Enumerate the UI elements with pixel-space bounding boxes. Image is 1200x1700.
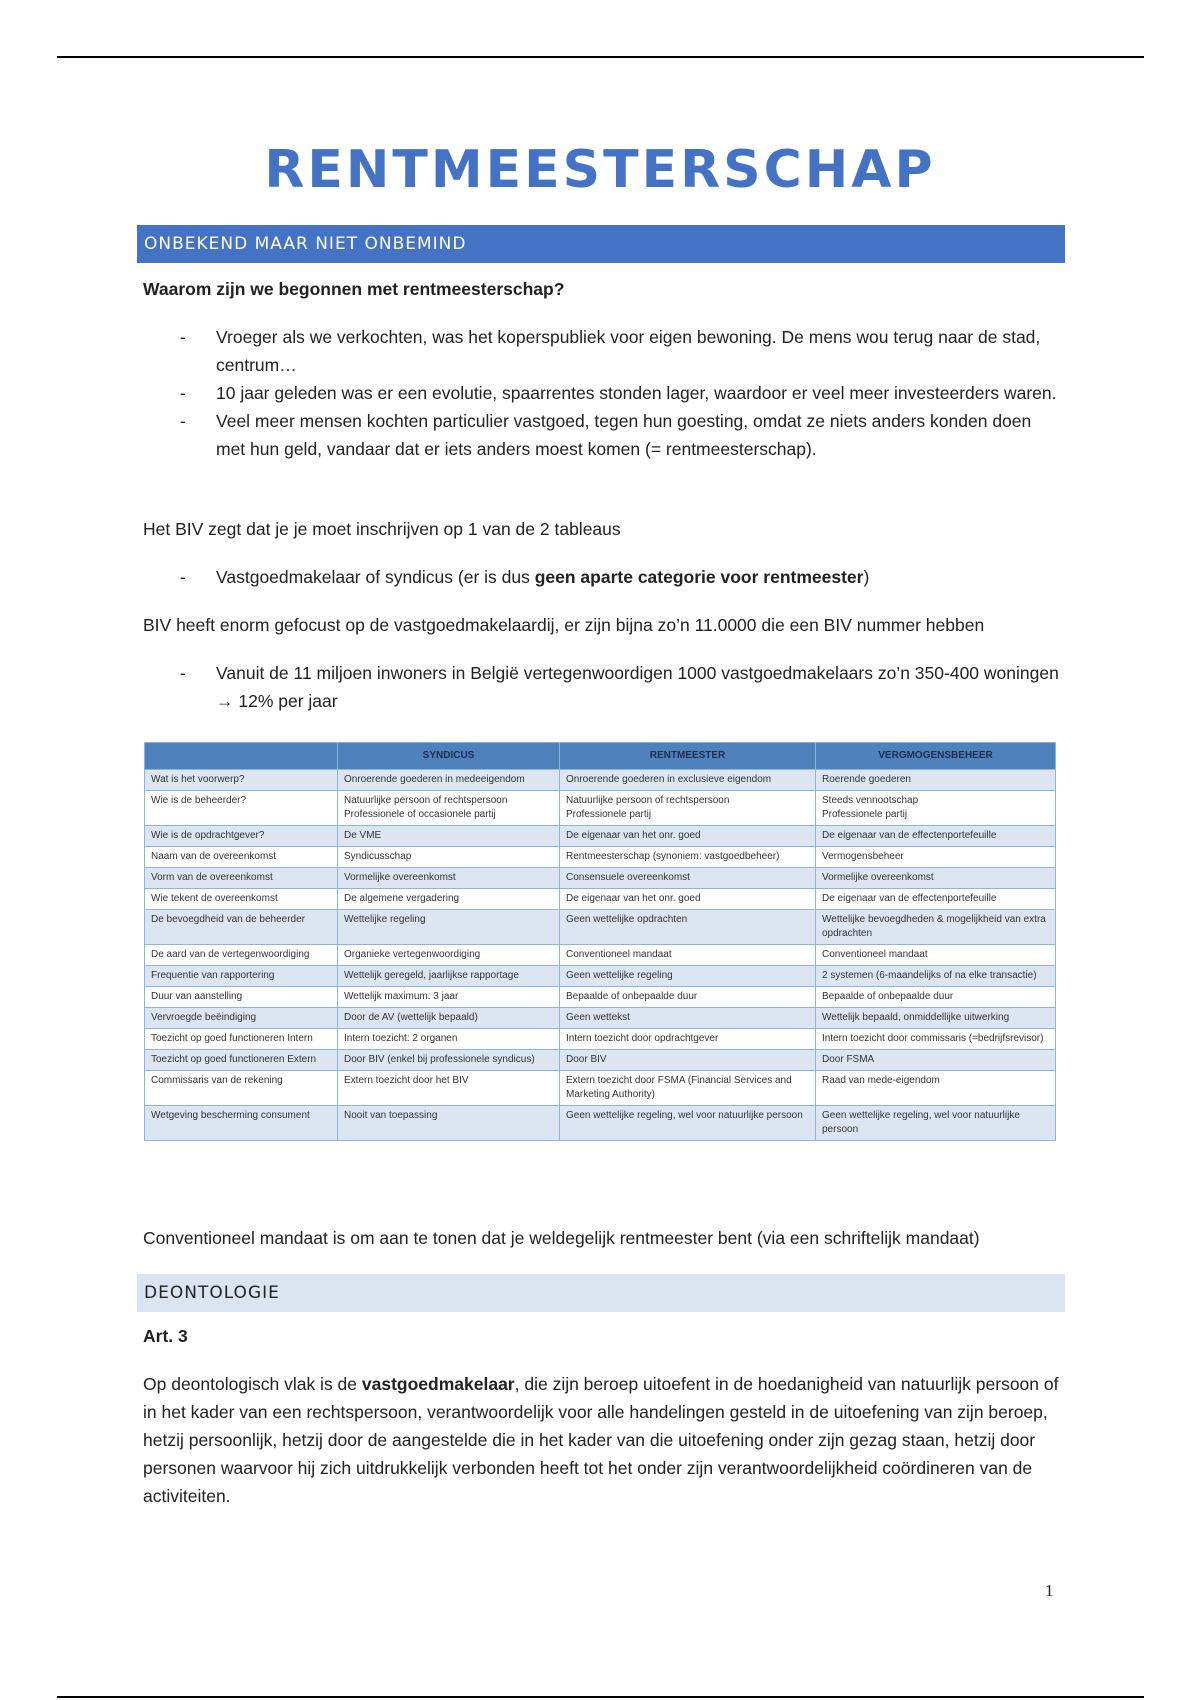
table-cell: Wetgeving bescherming consument xyxy=(145,1106,338,1141)
table-cell: Natuurlijke persoon of rechtspersoon Professionele of occasionele partij xyxy=(338,791,560,826)
table-row xyxy=(145,1008,1056,1029)
table-cell: Toezicht op goed functioneren Intern xyxy=(145,1029,338,1050)
section-heading-onbekend: ONBEKEND MAAR NIET ONBEMIND xyxy=(137,225,1065,263)
table-cell: Wettelijke bevoegdheden & mogelijkheid van extra opdrachten xyxy=(816,910,1056,945)
table-cell: Naam van de overeenkomst xyxy=(145,847,338,868)
table-cell: Organieke vertegenwoordiging xyxy=(338,945,560,966)
table-cell: Wie is de beheerder? xyxy=(145,791,338,826)
document-title: RENTMEESTERSCHAP xyxy=(264,140,936,200)
table-cell: Geen wettelijke regeling xyxy=(560,966,816,987)
header-rule xyxy=(57,56,1144,58)
list-item-text: Vroeger als we verkochten, was het koperspubliek voor eigen bewoning. De mens wou terug naar de stad, centrum… xyxy=(216,327,1041,375)
table-header-cell: SYNDICUS xyxy=(338,743,560,770)
table-cell: Vervroegde beëindiging xyxy=(145,1008,338,1029)
table-row xyxy=(145,1106,1056,1141)
table-cell: De bevoegdheid van de beheerder xyxy=(145,910,338,945)
table-cell: Raad van mede-eigendom xyxy=(816,1071,1056,1106)
table-header-cell xyxy=(145,743,338,770)
table-row xyxy=(145,1029,1056,1050)
table-cell: Toezicht op goed functioneren Extern xyxy=(145,1050,338,1071)
table-cell: De VME xyxy=(338,826,560,847)
article-heading: Art. 3 xyxy=(143,1326,188,1346)
table-cell: Door FSMA xyxy=(816,1050,1056,1071)
biv-bullet-pre: Vastgoedmakelaar of syndicus (er is dus xyxy=(216,567,535,587)
table-header-cell: RENTMEESTER xyxy=(560,743,816,770)
table-cell: Steeds vennootschap Professionele partij xyxy=(816,791,1056,826)
table-cell: Intern toezicht door opdrachtgever xyxy=(560,1029,816,1050)
table-row xyxy=(145,1071,1056,1106)
table-row xyxy=(145,868,1056,889)
table-cell: Door de AV (wettelijk bepaald) xyxy=(338,1008,560,1029)
table-row xyxy=(145,987,1056,1008)
focus-paragraph: BIV heeft enorm gefocust op de vastgoedmakelaardij, er zijn bijna zo’n 11.0000 die een BIV nummer hebben xyxy=(143,615,985,635)
section-heading-deontologie: DEONTOLOGIE xyxy=(137,1274,1065,1312)
focus-list xyxy=(143,659,1063,715)
table-cell: De aard van de vertegenwoordiging xyxy=(145,945,338,966)
comparison-table xyxy=(144,742,1056,1141)
table-cell: Natuurlijke persoon of rechtspersoon Professionele partij xyxy=(560,791,816,826)
table-row xyxy=(145,847,1056,868)
biv-paragraph: Het BIV zegt dat je je moet inschrijven op 1 van de 2 tableaus xyxy=(143,519,621,539)
table-cell: Wat is het voorwerp? xyxy=(145,770,338,791)
table-cell: Onroerende goederen in medeeigendom xyxy=(338,770,560,791)
table-row xyxy=(145,826,1056,847)
table-cell: Vorm van de overeenkomst xyxy=(145,868,338,889)
table-row xyxy=(145,966,1056,987)
table-row xyxy=(145,889,1056,910)
table-row xyxy=(145,1050,1056,1071)
table-cell: Roerende goederen xyxy=(816,770,1056,791)
question-heading: Waarom zijn we begonnen met rentmeesterschap? xyxy=(143,279,565,299)
biv-bullet-bold: geen aparte categorie voor rentmeester xyxy=(534,567,864,587)
list-item-text: Veel meer mensen kochten particulier vastgoed, tegen hun goesting, omdat ze niets anders konden doen met hun geld, vandaar dat er iets anders moest komen (= rentmeesterschap). xyxy=(216,411,1032,459)
table-cell: Intern toezicht: 2 organen xyxy=(338,1029,560,1050)
biv-bullet-post: ) xyxy=(863,567,870,587)
table-cell: Consensuele overeenkomst xyxy=(560,868,816,889)
table-cell: Extern toezicht door het BIV xyxy=(338,1071,560,1106)
table-cell: Vormelijke overeenkomst xyxy=(338,868,560,889)
table-cell: Conventioneel mandaat xyxy=(560,945,816,966)
table-row xyxy=(145,770,1056,791)
list-item: - Vastgoedmakelaar of syndicus (er is dus geen aparte categorie voor rentmeester) xyxy=(180,567,870,587)
table-cell: 2 systemen (6-maandelijks of na elke transactie) xyxy=(816,966,1056,987)
list-item-text: Vanuit de 11 miljoen inwoners in België vertegenwoordigen 1000 vastgoedmakelaars zo’n 350-400 woningen → 12% per jaar xyxy=(216,663,1059,711)
table-cell: De eigenaar van de effectenportefeuille xyxy=(816,826,1056,847)
page-number: 1 xyxy=(1045,1581,1054,1600)
table-cell: Vermogensbeheer xyxy=(816,847,1056,868)
list-item: - Veel meer mensen kochten particulier vastgoed, tegen hun goesting, omdat ze niets anders konden doen met hun geld, vandaar dat er iets anders moest komen (= rentmeesterschap). xyxy=(180,411,1032,459)
para-bold: vastgoedmakelaar xyxy=(361,1374,515,1394)
deontology-paragraph xyxy=(143,1370,1063,1510)
table-cell: Wie tekent de overeenkomst xyxy=(145,889,338,910)
table-cell: Onroerende goederen in exclusieve eigendom xyxy=(560,770,816,791)
table-cell: Geen wettekst xyxy=(560,1008,816,1029)
list-item: - Vroeger als we verkochten, was het koperspubliek voor eigen bewoning. De mens wou terug naar de stad, centrum… xyxy=(180,327,1041,375)
table-cell: De eigenaar van het onr. goed xyxy=(560,889,816,910)
table-cell: Geen wettelijke regeling, wel voor natuurlijke persoon xyxy=(560,1106,816,1141)
table-cell: Nooit van toepassing xyxy=(338,1106,560,1141)
table-header-row xyxy=(145,743,1056,770)
list-item-text: 10 jaar geleden was er een evolutie, spaarrentes stonden lager, waardoor er veel meer investeerders waren. xyxy=(216,383,1057,403)
para-pre: Op deontologisch vlak is de xyxy=(143,1374,362,1394)
table-cell: Frequentie van rapportering xyxy=(145,966,338,987)
table-cell: De algemene vergadering xyxy=(338,889,560,910)
table-cell: Geen wettelijke opdrachten xyxy=(560,910,816,945)
table-cell: Wettelijk bepaald, onmiddellijke uitwerking xyxy=(816,1008,1056,1029)
list-item: - Vanuit de 11 miljoen inwoners in België vertegenwoordigen 1000 vastgoedmakelaars zo’n 350-400 woningen → 12% per jaar xyxy=(180,663,1059,711)
table-cell: Wie is de opdrachtgever? xyxy=(145,826,338,847)
footer-rule xyxy=(57,1696,1144,1698)
list-item: - 10 jaar geleden was er een evolutie, spaarrentes stonden lager, waardoor er veel meer investeerders waren. xyxy=(180,383,1057,403)
table-cell: Door BIV xyxy=(560,1050,816,1071)
table-row xyxy=(145,910,1056,945)
table-cell: Wettelijke regeling xyxy=(338,910,560,945)
table-cell: Intern toezicht door commissaris (=bedrijfsrevisor) xyxy=(816,1029,1056,1050)
table-cell: Duur van aanstelling xyxy=(145,987,338,1008)
table-cell: Vormelijke overeenkomst xyxy=(816,868,1056,889)
table-cell: De eigenaar van de effectenportefeuille xyxy=(816,889,1056,910)
table-cell: Wettelijk geregeld, jaarlijkse rapportage xyxy=(338,966,560,987)
para-post: , die zijn beroep uitoefent in de hoedanigheid van natuurlijk persoon of in het kader van een rechtspersoon, verantwoordelijk voor alle handelingen gesteld in de uitoefening van zijn beroep, hetzij persoonlijk, hetzij door de aangestelde die in het kader van die uitoefening onder zijn gezag staan, hetzij door personen waarvoor hij zich uitdrukkelijk verbonden heeft tot het onder zijn verantwoordelijkheid coördineren van de activiteiten. xyxy=(143,1374,1059,1506)
table-cell: Door BIV (enkel bij professionele syndicus) xyxy=(338,1050,560,1071)
biv-list xyxy=(143,563,1063,591)
table-cell: Wettelijk maximum: 3 jaar xyxy=(338,987,560,1008)
table-cell: Bepaalde of onbepaalde duur xyxy=(816,987,1056,1008)
table-cell: Extern toezicht door FSMA (Financial Services and Marketing Authority) xyxy=(560,1071,816,1106)
table-header-cell: VERGMOGENSBEHEER xyxy=(816,743,1056,770)
table-cell: Syndicusschap xyxy=(338,847,560,868)
table-cell: Bepaalde of onbepaalde duur xyxy=(560,987,816,1008)
mandate-paragraph: Conventioneel mandaat is om aan te tonen dat je weldegelijk rentmeester bent (via een schriftelijk mandaat) xyxy=(143,1228,980,1248)
table-cell: Geen wettelijke regeling, wel voor natuurlijke persoon xyxy=(816,1106,1056,1141)
table-cell: Commissaris van de rekening xyxy=(145,1071,338,1106)
table-cell: Conventioneel mandaat xyxy=(816,945,1056,966)
reasons-list xyxy=(143,323,1063,463)
table-cell: De eigenaar van het onr. goed xyxy=(560,826,816,847)
table-cell: Rentmeesterschap (synoniem: vastgoedbeheer) xyxy=(560,847,816,868)
table-row xyxy=(145,791,1056,826)
table-row xyxy=(145,945,1056,966)
